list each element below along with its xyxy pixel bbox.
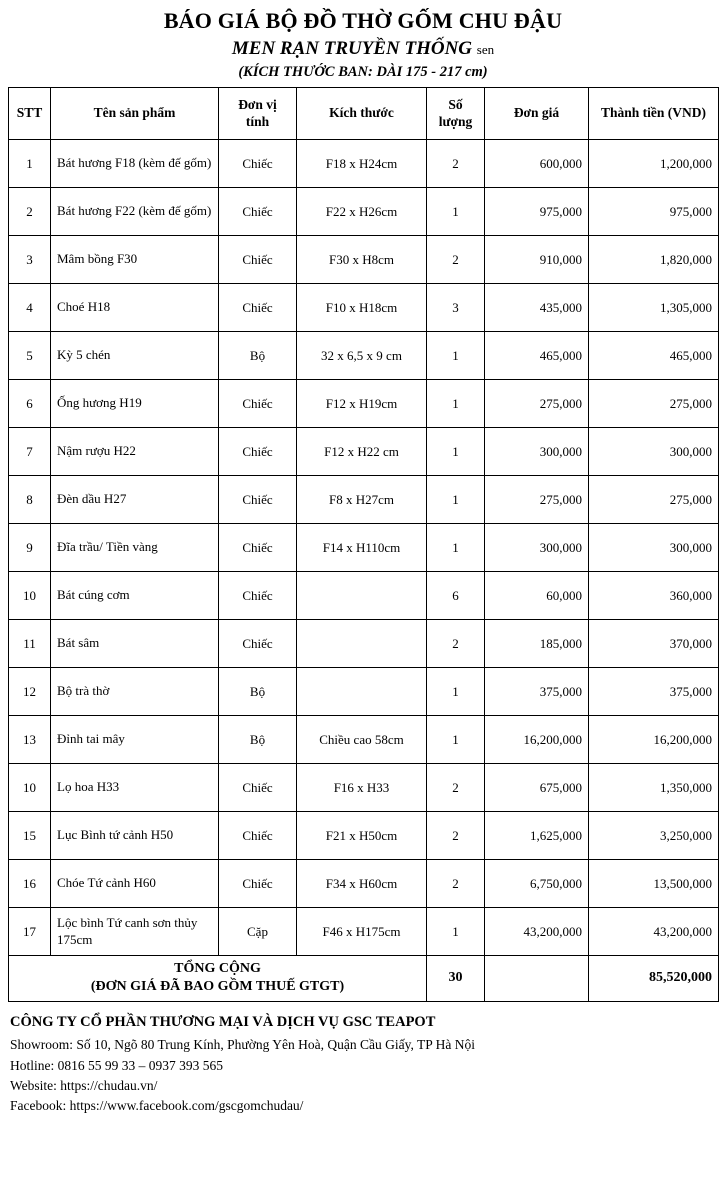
column-header-total: Thành tiền (VND) — [589, 88, 719, 140]
cell-name: Mâm bồng F30 — [51, 236, 219, 284]
page-title: BÁO GIÁ BỘ ĐỒ THỜ GỐM CHU ĐẬU — [163, 8, 563, 33]
cell-unit: Chiếc — [219, 428, 297, 476]
cell-qty: 1 — [427, 188, 485, 236]
facebook-link[interactable]: Facebook: https://www.facebook.com/gscgomchudau/ — [10, 1098, 304, 1114]
cell-qty: 2 — [427, 140, 485, 188]
cell-stt: 13 — [9, 716, 51, 764]
cell-name: Lọ hoa H33 — [51, 764, 219, 812]
cell-total: 1,350,000 — [589, 764, 719, 812]
cell-stt: 7 — [9, 428, 51, 476]
grand-total: 85,520,000 — [589, 956, 719, 1001]
column-header-size: Kích thước — [297, 88, 427, 140]
cell-name: Nậm rượu H22 — [51, 428, 219, 476]
cell-total: 1,200,000 — [589, 140, 719, 188]
cell-price: 300,000 — [485, 428, 589, 476]
cell-size — [297, 572, 427, 620]
cell-unit: Chiếc — [219, 188, 297, 236]
cell-unit: Chiếc — [219, 812, 297, 860]
cell-qty: 2 — [427, 860, 485, 908]
cell-size: F10 x H18cm — [297, 284, 427, 332]
document-header — [8, 8, 718, 81]
cell-stt: 9 — [9, 524, 51, 572]
cell-stt: 1 — [9, 140, 51, 188]
page-dimension-note — [8, 64, 718, 81]
cell-size: F30 x H8cm — [297, 236, 427, 284]
cell-unit: Chiếc — [219, 572, 297, 620]
cell-unit: Chiếc — [219, 380, 297, 428]
cell-price: 60,000 — [485, 572, 589, 620]
cell-name: Choé H18 — [51, 284, 219, 332]
cell-price: 975,000 — [485, 188, 589, 236]
website-link[interactable]: Website: https://chudau.vn/ — [10, 1077, 158, 1093]
cell-price: 16,200,000 — [485, 716, 589, 764]
table-row — [9, 572, 719, 620]
cell-size — [297, 620, 427, 668]
cell-unit: Chiếc — [219, 476, 297, 524]
cell-size: F12 x H22 cm — [297, 428, 427, 476]
cell-total: 370,000 — [589, 620, 719, 668]
cell-name: Đèn dầu H27 — [51, 476, 219, 524]
cell-stt: 17 — [9, 908, 51, 956]
cell-size: F34 x H60cm — [297, 860, 427, 908]
cell-size: 32 x 6,5 x 9 cm — [297, 332, 427, 380]
cell-qty: 1 — [427, 332, 485, 380]
table-row — [9, 332, 719, 380]
cell-qty: 1 — [427, 668, 485, 716]
cell-name: Chóe Tứ cảnh H60 — [51, 860, 219, 908]
cell-name: Bát hương F22 (kèm đế gốm) — [51, 188, 219, 236]
cell-qty: 1 — [427, 524, 485, 572]
page-subtitle-text: MEN RẠN TRUYỀN THỐNG — [231, 38, 473, 60]
cell-stt: 15 — [9, 812, 51, 860]
column-header-stt: STT — [9, 88, 51, 140]
cell-size — [297, 668, 427, 716]
table-row — [9, 860, 719, 908]
cell-price: 43,200,000 — [485, 908, 589, 956]
cell-unit: Chiếc — [219, 620, 297, 668]
cell-price: 910,000 — [485, 236, 589, 284]
cell-stt: 10 — [9, 764, 51, 812]
cell-name: Ống hương H19 — [51, 380, 219, 428]
cell-unit: Bộ — [219, 668, 297, 716]
cell-size: F8 x H27cm — [297, 476, 427, 524]
cell-total: 1,305,000 — [589, 284, 719, 332]
total-label-line1: TỔNG CỘNG — [174, 961, 261, 977]
cell-stt: 11 — [9, 620, 51, 668]
cell-name: Lục Bình tứ cảnh H50 — [51, 812, 219, 860]
cell-qty: 2 — [427, 764, 485, 812]
cell-unit: Bộ — [219, 716, 297, 764]
table-row — [9, 524, 719, 572]
cell-total: 275,000 — [589, 380, 719, 428]
table-row — [9, 668, 719, 716]
table-row — [9, 764, 719, 812]
hotline: Hotline: 0816 55 99 33 – 0937 393 565 — [10, 1057, 223, 1073]
table-footer — [9, 956, 719, 1001]
cell-price: 275,000 — [485, 476, 589, 524]
cell-qty: 1 — [427, 380, 485, 428]
cell-price: 435,000 — [485, 284, 589, 332]
column-header-price: Đơn giá — [485, 88, 589, 140]
column-header-name: Tên sản phẩm — [51, 88, 219, 140]
cell-qty: 2 — [427, 620, 485, 668]
page-subtitle-suffix: sen — [476, 42, 495, 58]
table-row — [9, 188, 719, 236]
cell-name: Bát sâm — [51, 620, 219, 668]
cell-total: 16,200,000 — [589, 716, 719, 764]
cell-qty: 6 — [427, 572, 485, 620]
table-row — [9, 380, 719, 428]
cell-size: F46 x H175cm — [297, 908, 427, 956]
cell-qty: 1 — [427, 476, 485, 524]
company-name: CÔNG TY CỔ PHẦN THƯƠNG MẠI VÀ DỊCH VỤ GSC TEAPOT — [10, 1013, 436, 1030]
cell-price: 185,000 — [485, 620, 589, 668]
table-header — [9, 88, 719, 140]
page-dimension-note-text: (KÍCH THƯỚC BAN: DÀI 175 - 217 cm) — [238, 64, 488, 81]
cell-qty: 3 — [427, 284, 485, 332]
cell-total: 13,500,000 — [589, 860, 719, 908]
table-row — [9, 908, 719, 956]
cell-total: 300,000 — [589, 524, 719, 572]
cell-name: Đĩa trầu/ Tiền vàng — [51, 524, 219, 572]
column-header-unit: Đơn vị tính — [219, 88, 297, 140]
document-footer — [8, 1012, 718, 1117]
cell-price: 6,750,000 — [485, 860, 589, 908]
cell-total: 465,000 — [589, 332, 719, 380]
cell-stt: 12 — [9, 668, 51, 716]
cell-total: 43,200,000 — [589, 908, 719, 956]
table-body — [9, 140, 719, 956]
cell-size: F16 x H33 — [297, 764, 427, 812]
table-row — [9, 812, 719, 860]
cell-total: 375,000 — [589, 668, 719, 716]
cell-qty: 1 — [427, 908, 485, 956]
cell-price: 1,625,000 — [485, 812, 589, 860]
cell-size: F12 x H19cm — [297, 380, 427, 428]
cell-stt: 8 — [9, 476, 51, 524]
cell-qty: 1 — [427, 428, 485, 476]
cell-price: 275,000 — [485, 380, 589, 428]
cell-stt: 4 — [9, 284, 51, 332]
total-row — [9, 956, 719, 1001]
cell-name: Bát hương F18 (kèm đế gốm) — [51, 140, 219, 188]
total-label — [9, 956, 427, 1001]
cell-name: Kỳ 5 chén — [51, 332, 219, 380]
cell-total: 975,000 — [589, 188, 719, 236]
total-price-empty — [485, 956, 589, 1001]
cell-qty: 2 — [427, 812, 485, 860]
cell-unit: Bộ — [219, 332, 297, 380]
cell-price: 465,000 — [485, 332, 589, 380]
table-row — [9, 428, 719, 476]
cell-unit: Chiếc — [219, 764, 297, 812]
cell-stt: 2 — [9, 188, 51, 236]
cell-unit: Chiếc — [219, 284, 297, 332]
cell-unit: Cặp — [219, 908, 297, 956]
column-header-qty: Số lượng — [427, 88, 485, 140]
cell-total: 360,000 — [589, 572, 719, 620]
table-row — [9, 140, 719, 188]
cell-stt: 16 — [9, 860, 51, 908]
cell-unit: Chiếc — [219, 524, 297, 572]
cell-unit: Chiếc — [219, 236, 297, 284]
table-header-row — [9, 88, 719, 140]
cell-name: Đỉnh tai mây — [51, 716, 219, 764]
table-row — [9, 620, 719, 668]
cell-unit: Chiếc — [219, 140, 297, 188]
cell-size: F14 x H110cm — [297, 524, 427, 572]
table-row — [9, 476, 719, 524]
page-subtitle — [8, 37, 718, 61]
cell-stt: 10 — [9, 572, 51, 620]
cell-size: F18 x H24cm — [297, 140, 427, 188]
cell-price: 600,000 — [485, 140, 589, 188]
cell-size: Chiều cao 58cm — [297, 716, 427, 764]
table-row — [9, 236, 719, 284]
table-row — [9, 284, 719, 332]
cell-total: 3,250,000 — [589, 812, 719, 860]
cell-size: F21 x H50cm — [297, 812, 427, 860]
cell-total: 275,000 — [589, 476, 719, 524]
cell-price: 300,000 — [485, 524, 589, 572]
showroom-address: Showroom: Số 10, Ngõ 80 Trung Kính, Phường Yên Hoà, Quận Cầu Giấy, TP Hà Nội — [10, 1037, 475, 1053]
total-label-line2: (ĐƠN GIÁ ĐÃ BAO GỒM THUẾ GTGT) — [90, 979, 345, 995]
cell-price: 375,000 — [485, 668, 589, 716]
cell-unit: Chiếc — [219, 860, 297, 908]
table-row — [9, 716, 719, 764]
total-quantity: 30 — [427, 956, 485, 1001]
cell-stt: 6 — [9, 380, 51, 428]
cell-stt: 3 — [9, 236, 51, 284]
quotation-table — [8, 87, 719, 1001]
cell-total: 300,000 — [589, 428, 719, 476]
cell-qty: 1 — [427, 716, 485, 764]
cell-name: Bát cúng cơm — [51, 572, 219, 620]
cell-total: 1,820,000 — [589, 236, 719, 284]
cell-price: 675,000 — [485, 764, 589, 812]
cell-name: Lộc bình Tứ canh sơn thủy 175cm — [51, 908, 219, 956]
cell-name: Bộ trà thờ — [51, 668, 219, 716]
cell-size: F22 x H26cm — [297, 188, 427, 236]
cell-stt: 5 — [9, 332, 51, 380]
cell-qty: 2 — [427, 236, 485, 284]
